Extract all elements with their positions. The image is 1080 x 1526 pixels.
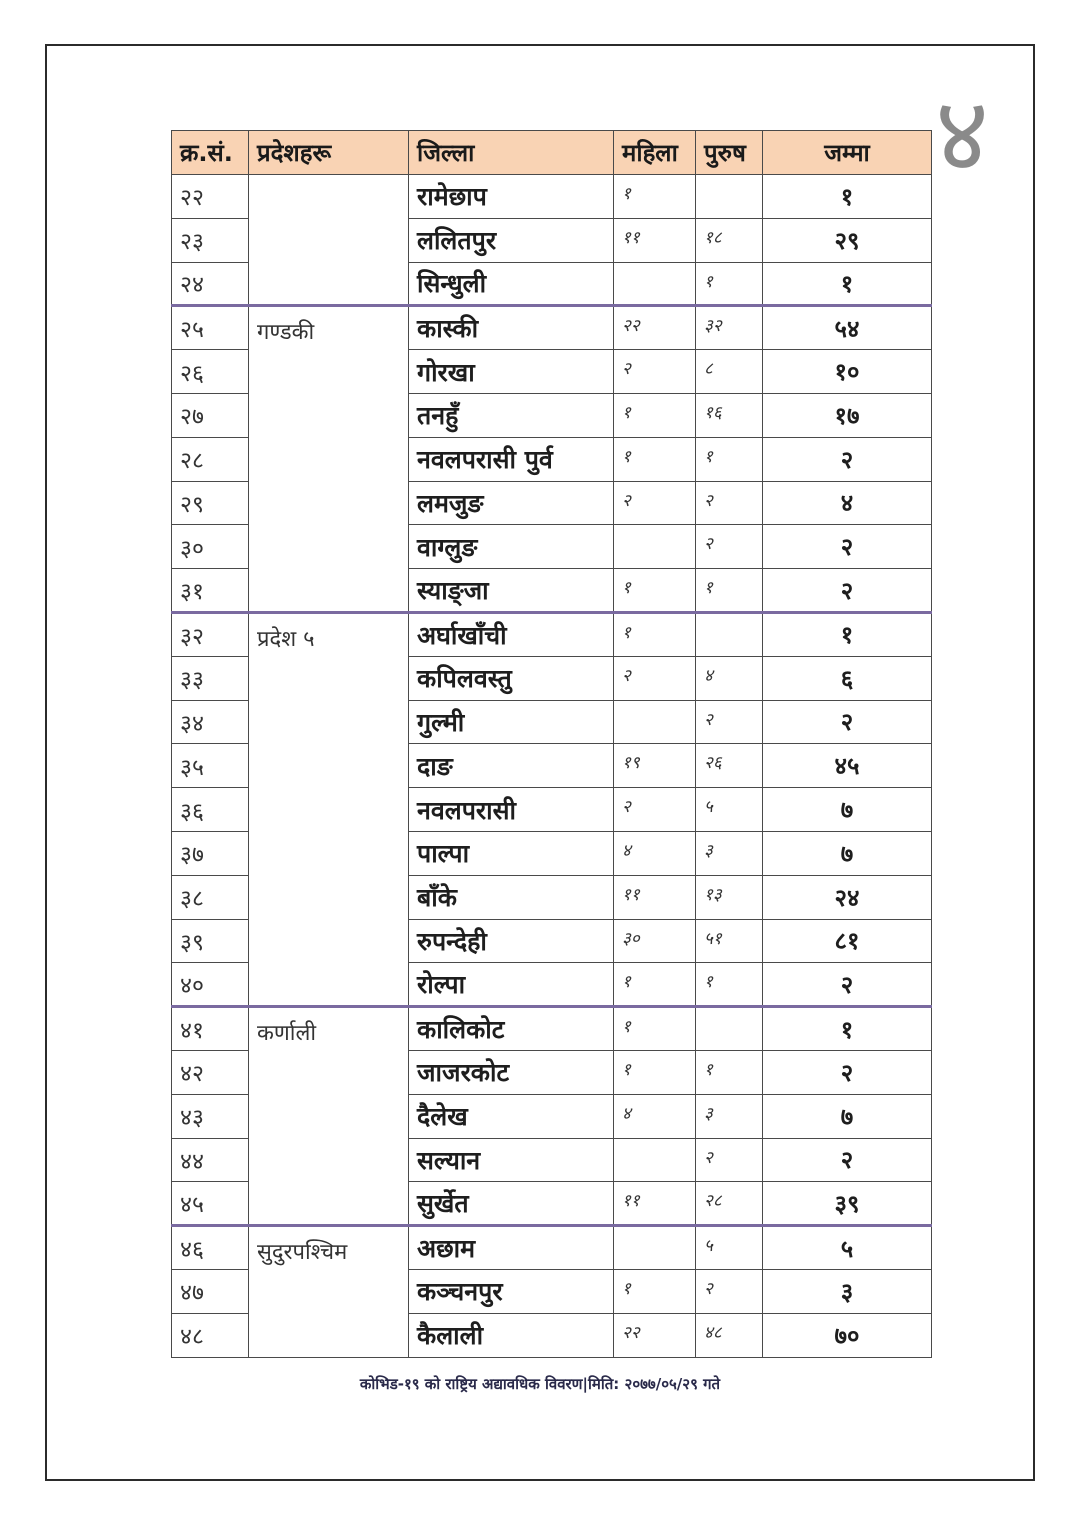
district-cell: रुपन्देही — [409, 919, 614, 963]
serial-number-cell: २७ — [172, 393, 249, 437]
serial-number-cell: ४६ — [172, 1226, 249, 1270]
serial-number-cell: ३५ — [172, 744, 249, 788]
female-count-cell: २२ — [614, 1313, 696, 1357]
female-count-cell: ४ — [614, 1094, 696, 1138]
serial-number-cell: २९ — [172, 481, 249, 525]
total-count-cell: ५ — [763, 1226, 932, 1270]
female-count-cell: ११ — [614, 875, 696, 919]
male-count-cell: २ — [696, 481, 763, 525]
table-row — [172, 1007, 932, 1051]
male-count-cell: २ — [696, 700, 763, 744]
page-number: ४ — [935, 73, 990, 195]
serial-number-cell: २३ — [172, 218, 249, 262]
male-count-cell: २ — [696, 1138, 763, 1182]
district-cell: दाङ — [409, 744, 614, 788]
district-cell: सिन्धुली — [409, 262, 614, 306]
male-count-cell: १६ — [696, 393, 763, 437]
total-count-cell: १७ — [763, 393, 932, 437]
total-count-cell: ३९ — [763, 1182, 932, 1226]
male-count-cell: ८ — [696, 350, 763, 394]
total-count-cell: २ — [763, 525, 932, 569]
male-count-cell: २ — [696, 525, 763, 569]
male-count-cell: ३ — [696, 831, 763, 875]
male-count-cell: ३ — [696, 1094, 763, 1138]
district-cell: वाग्लुङ — [409, 525, 614, 569]
female-count-cell: ११ — [614, 218, 696, 262]
district-cell: कालिकोट — [409, 1007, 614, 1051]
female-count-cell: १ — [614, 612, 696, 656]
serial-number-cell: ३८ — [172, 875, 249, 919]
total-count-cell: ४ — [763, 481, 932, 525]
female-count-cell: ११ — [614, 1182, 696, 1226]
female-count-cell — [614, 700, 696, 744]
serial-number-cell: ४५ — [172, 1182, 249, 1226]
total-count-cell: ४५ — [763, 744, 932, 788]
female-count-cell — [614, 1226, 696, 1270]
serial-number-cell: ३१ — [172, 569, 249, 613]
serial-number-cell: ३४ — [172, 700, 249, 744]
district-cell: नवलपरासी — [409, 788, 614, 832]
total-count-cell: १ — [763, 612, 932, 656]
female-count-cell: २२ — [614, 306, 696, 350]
header-sn: क्र.सं. — [172, 131, 249, 175]
province-cell: गण्डकी — [249, 306, 409, 613]
female-count-cell: १ — [614, 1007, 696, 1051]
district-cell: बाँके — [409, 875, 614, 919]
footer-caption: कोभिड-१९ को राष्ट्रिय अद्यावधिक विवरण|मिति: २०७७/०५/२९ गते — [359, 1375, 721, 1393]
male-count-cell: १ — [696, 1050, 763, 1094]
male-count-cell: १ — [696, 437, 763, 481]
district-cell: नवलपरासी पुर्व — [409, 437, 614, 481]
total-count-cell: १ — [763, 175, 932, 219]
female-count-cell: २ — [614, 656, 696, 700]
total-count-cell: २ — [763, 1138, 932, 1182]
male-count-cell: १ — [696, 262, 763, 306]
total-count-cell: ८१ — [763, 919, 932, 963]
district-cell: अछाम — [409, 1226, 614, 1270]
district-cell: पाल्पा — [409, 831, 614, 875]
header-province: प्रदेशहरू — [249, 131, 409, 175]
total-count-cell: २ — [763, 1050, 932, 1094]
total-count-cell: २ — [763, 437, 932, 481]
total-count-cell: १ — [763, 262, 932, 306]
district-cell: दैलेख — [409, 1094, 614, 1138]
male-count-cell — [696, 612, 763, 656]
female-count-cell — [614, 525, 696, 569]
total-count-cell: ७ — [763, 788, 932, 832]
header-total: जम्मा — [763, 131, 932, 175]
male-count-cell — [696, 175, 763, 219]
district-cell: तनहुँ — [409, 393, 614, 437]
male-count-cell: ४८ — [696, 1313, 763, 1357]
total-count-cell: ७ — [763, 1094, 932, 1138]
male-count-cell: ४ — [696, 656, 763, 700]
table-row — [172, 306, 932, 350]
serial-number-cell: २८ — [172, 437, 249, 481]
serial-number-cell: २२ — [172, 175, 249, 219]
district-cell: कञ्चनपुर — [409, 1269, 614, 1313]
serial-number-cell: ३३ — [172, 656, 249, 700]
serial-number-cell: ३२ — [172, 612, 249, 656]
serial-number-cell: ४४ — [172, 1138, 249, 1182]
total-count-cell: २९ — [763, 218, 932, 262]
table-row — [172, 175, 932, 219]
female-count-cell — [614, 1138, 696, 1182]
district-cell: कैलाली — [409, 1313, 614, 1357]
total-count-cell: २ — [763, 700, 932, 744]
district-cell: कपिलवस्तु — [409, 656, 614, 700]
district-cell: लमजुङ — [409, 481, 614, 525]
total-count-cell: १० — [763, 350, 932, 394]
table-row — [172, 1226, 932, 1270]
serial-number-cell: ४१ — [172, 1007, 249, 1051]
district-cell: ललितपुर — [409, 218, 614, 262]
total-count-cell: ७० — [763, 1313, 932, 1357]
district-cell: सल्यान — [409, 1138, 614, 1182]
serial-number-cell: २५ — [172, 306, 249, 350]
table-body — [172, 175, 932, 1358]
serial-number-cell: ४० — [172, 963, 249, 1007]
province-cell — [249, 175, 409, 306]
female-count-cell: २ — [614, 350, 696, 394]
male-count-cell: २ — [696, 1269, 763, 1313]
male-count-cell: १ — [696, 569, 763, 613]
total-count-cell: ३ — [763, 1269, 932, 1313]
serial-number-cell: २६ — [172, 350, 249, 394]
female-count-cell: ४ — [614, 831, 696, 875]
male-count-cell — [696, 1007, 763, 1051]
female-count-cell: १ — [614, 437, 696, 481]
total-count-cell: ७ — [763, 831, 932, 875]
serial-number-cell: ३९ — [172, 919, 249, 963]
serial-number-cell: ४७ — [172, 1269, 249, 1313]
district-cell: रामेछाप — [409, 175, 614, 219]
female-count-cell — [614, 262, 696, 306]
district-table — [171, 130, 932, 1358]
district-cell: गोरखा — [409, 350, 614, 394]
district-cell: सुर्खेत — [409, 1182, 614, 1226]
header-female: महिला — [614, 131, 696, 175]
female-count-cell: १ — [614, 1050, 696, 1094]
table-row — [172, 612, 932, 656]
serial-number-cell: ३० — [172, 525, 249, 569]
male-count-cell: २६ — [696, 744, 763, 788]
district-cell: स्याङ्जा — [409, 569, 614, 613]
province-cell: प्रदेश ५ — [249, 612, 409, 1006]
header-district: जिल्ला — [409, 131, 614, 175]
serial-number-cell: ४८ — [172, 1313, 249, 1357]
male-count-cell: ५ — [696, 788, 763, 832]
table-header-row — [172, 131, 932, 175]
province-cell: सुदुरपश्चिम — [249, 1226, 409, 1357]
male-count-cell: १८ — [696, 218, 763, 262]
total-count-cell: १ — [763, 1007, 932, 1051]
serial-number-cell: ४२ — [172, 1050, 249, 1094]
total-count-cell: ६ — [763, 656, 932, 700]
female-count-cell: २ — [614, 788, 696, 832]
female-count-cell: १ — [614, 963, 696, 1007]
female-count-cell: १ — [614, 175, 696, 219]
serial-number-cell: २४ — [172, 262, 249, 306]
female-count-cell: १ — [614, 569, 696, 613]
district-cell: कास्की — [409, 306, 614, 350]
serial-number-cell: ३७ — [172, 831, 249, 875]
female-count-cell: ३० — [614, 919, 696, 963]
district-cell: रोल्पा — [409, 963, 614, 1007]
total-count-cell: २ — [763, 963, 932, 1007]
total-count-cell: २४ — [763, 875, 932, 919]
male-count-cell: ३२ — [696, 306, 763, 350]
male-count-cell: १ — [696, 963, 763, 1007]
female-count-cell: २ — [614, 481, 696, 525]
female-count-cell: १ — [614, 393, 696, 437]
serial-number-cell: ३६ — [172, 788, 249, 832]
district-cell: अर्घाखाँची — [409, 612, 614, 656]
district-cell: गुल्मी — [409, 700, 614, 744]
female-count-cell: १ — [614, 1269, 696, 1313]
header-male: पुरुष — [696, 131, 763, 175]
total-count-cell: २ — [763, 569, 932, 613]
male-count-cell: १३ — [696, 875, 763, 919]
district-cell: जाजरकोट — [409, 1050, 614, 1094]
province-cell: कर्णाली — [249, 1007, 409, 1226]
male-count-cell: ५ — [696, 1226, 763, 1270]
serial-number-cell: ४३ — [172, 1094, 249, 1138]
male-count-cell: ५१ — [696, 919, 763, 963]
total-count-cell: ५४ — [763, 306, 932, 350]
female-count-cell: १९ — [614, 744, 696, 788]
male-count-cell: २८ — [696, 1182, 763, 1226]
